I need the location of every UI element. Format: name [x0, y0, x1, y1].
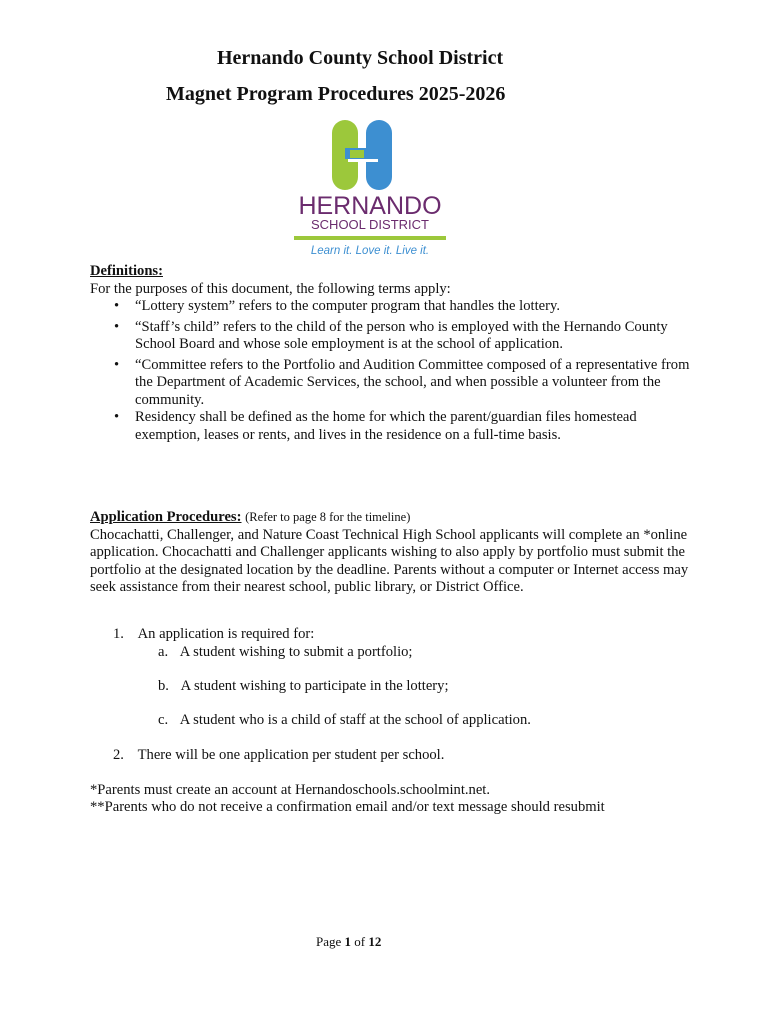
- footnote: **Parents who do not receive a confirmation email and/or text message should resubmit: [90, 799, 605, 815]
- logo-subtitle: SCHOOL DISTRICT: [311, 217, 429, 232]
- application-section: [90, 509, 690, 597]
- hernando-h-logo-icon: [290, 116, 450, 262]
- definition-item: • Residency shall be defined as the home for which the parent/guardian files homestead exemption, leases or rents, and lives in the residence on a full-time basis.: [114, 409, 637, 443]
- document-subtitle: Magnet Program Procedures 2025-2026: [166, 83, 506, 105]
- definition-item: • “Staff’s child” refers to the child of the person who is employed with the Hernando County School Board and whose sole employment is at the school of application.: [114, 318, 668, 352]
- definitions-section: [90, 263, 690, 444]
- page-number: Page 1 of 12: [316, 934, 382, 949]
- definitions-heading: Definitions:: [90, 263, 163, 279]
- list-subitem: a. A student wishing to submit a portfolio;: [158, 644, 413, 660]
- footnote: *Parents must create an account at Hernandoschools.schoolmint.net.: [90, 782, 490, 798]
- list-item: 1. An application is required for:: [113, 626, 315, 642]
- application-heading: Application Procedures:: [90, 509, 242, 525]
- document-title: Hernando County School District: [217, 47, 504, 69]
- definition-item: • “Lottery system” refers to the computer program that handles the lottery.: [114, 298, 560, 314]
- timeline-note: (Refer to page 8 for the timeline): [245, 510, 411, 524]
- list-subitem: b. A student wishing to participate in the lottery;: [158, 678, 449, 694]
- logo-tagline: Learn it. Love it. Live it.: [310, 245, 430, 257]
- list-subitem: c. A student who is a child of staff at the school of application.: [158, 712, 531, 728]
- logo-name: HERNANDO: [298, 192, 442, 220]
- definitions-list: [90, 298, 690, 444]
- definitions-intro: For the purposes of this document, the following terms apply:: [90, 280, 451, 297]
- definition-item: • “Committee refers to the Portfolio and Audition Committee composed of a representative from the Department of Academic Services, the school, and when possible a volunteer from the community.: [114, 356, 690, 408]
- application-body: Chocachatti, Challenger, and Nature Coast Technical High School applicants will complete an *online application. Chocachatti and Challenger applicants wishing to also apply by portfolio must submit the portfolio at the designated location by the deadline. Parents without a computer or Internet access may seek assistance from their nearest school, public library, or District Office.: [90, 526, 689, 595]
- list-item: 2. There will be one application per student per school.: [113, 747, 445, 763]
